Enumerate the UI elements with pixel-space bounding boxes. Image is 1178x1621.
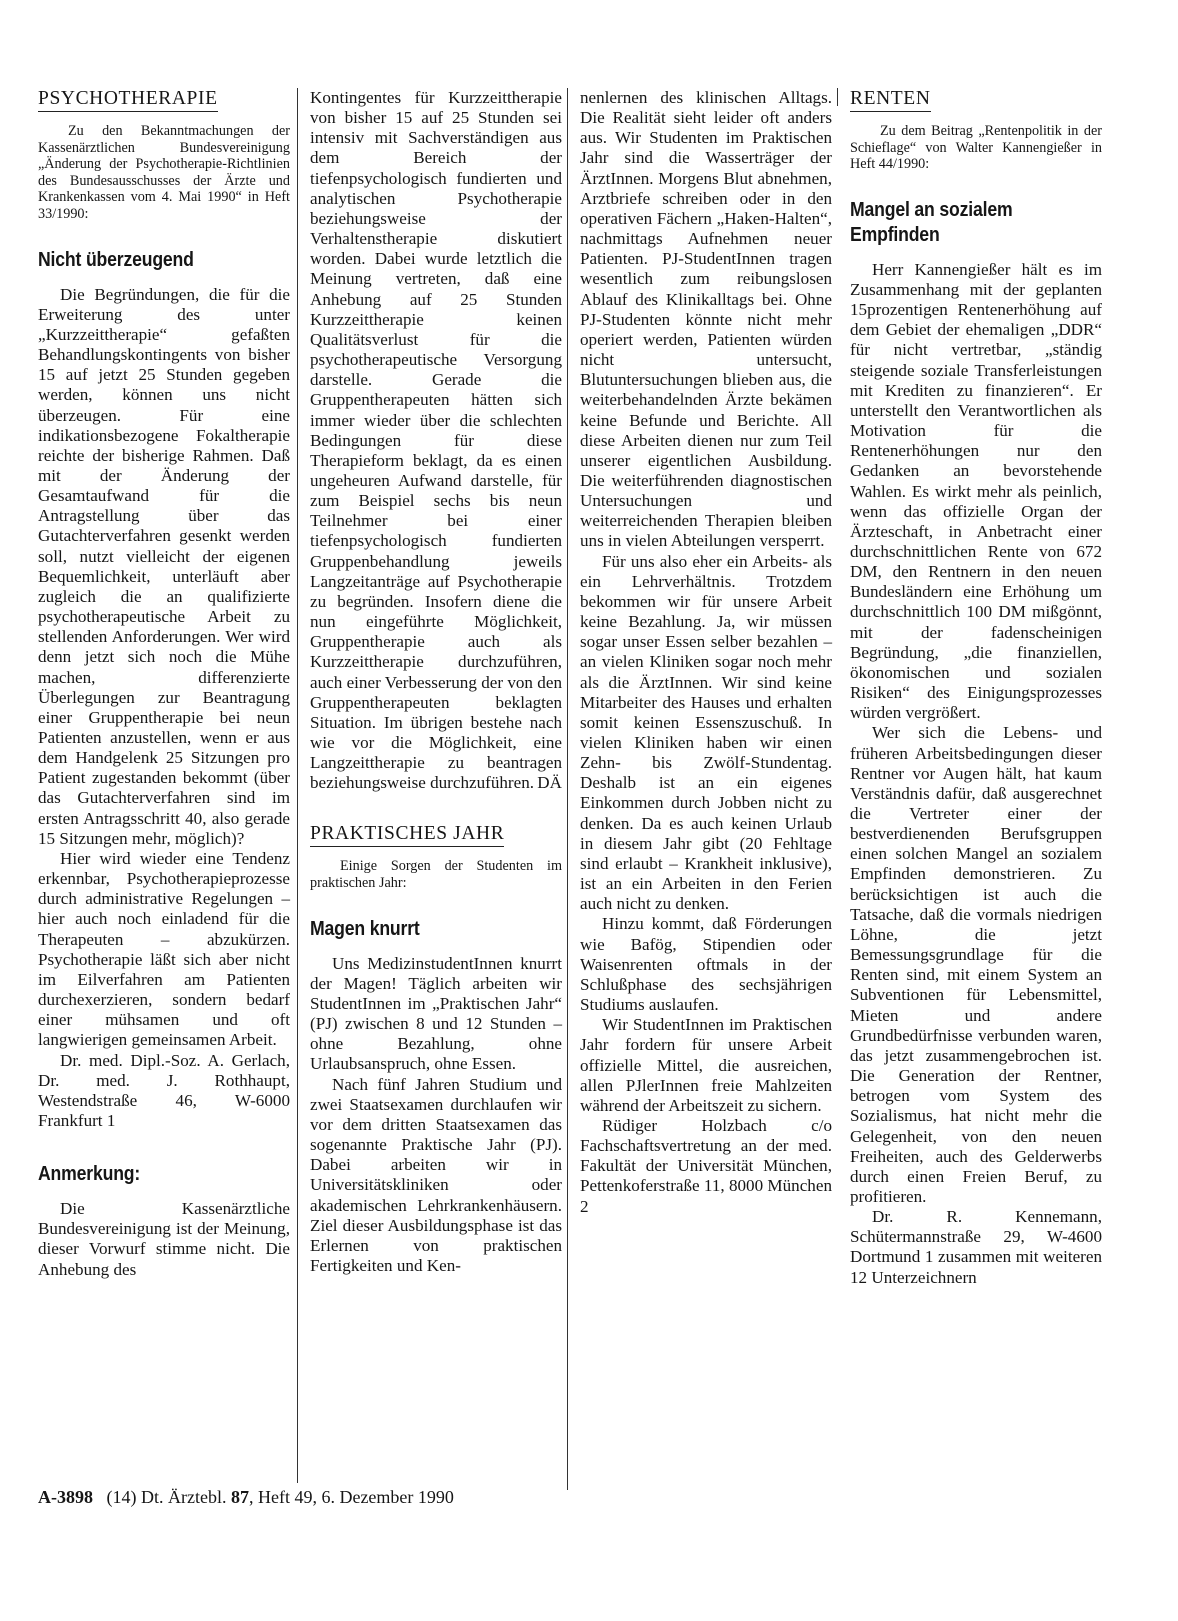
section-rubric: PSYCHOTHERAPIE	[38, 88, 218, 112]
paragraph: nenlernen des klinischen Alltags. Die Realität sieht leider oft anders aus. Wir Studenten im Praktischen Jahr sind die Wasserträger der ÄrztInnen. Morgens Blut abnehmen, Arztbriefe schreiben oder in den operativen Fächern „Haken-Halten“, nachmittags Aufnehmen neuer Patienten. PJ-StudentInnen tragen wesentlich zum reibungslosen Ablauf des Klinikalltags bei. Ohne PJ-Studenten könnte nicht mehr operiert werden, Patienten würden nicht untersucht, Blutuntersuchungen blieben aus, die weiterbehandelnden Ärzte bekämen keine Befunde und Berichte. All diese Arbeiten dienen nur zum Teil unserer eigentlichen Ausbildung. Die weiterführenden diagnostischen Untersuchungen und weiterreichenden Therapien bleiben uns in vielen Abteilungen versperrt.	[580, 88, 832, 551]
paragraph: Die Begründungen, die für die Erweiterung des unter „Kurzzeittherapie“ gefaßten Behandlungskontingents von bisher 15 auf jetzt 25 Stunden gegeben werden, können uns nicht überzeugen. Für eine indikationsbezogene Fokaltherapie reichte der bisherige Rahmen. Daß mit der Änderung der Gesamtaufwand für die Antragstellung über das Gutachterverfahren gesenkt werden soll, nutzt vielleicht der eigenen Bequemlichkeit, unterläuft aber zugleich die an qualifizierte psychotherapeutische Arbeit zu stellenden Anforderungen. Wer wird denn jetzt sich noch die Mühe machen, differenzierte Überlegungen zur Beantragung einer Gruppentherapie bei neun Patienten anzustellen, wenn er aus dem Handgelenk 25 Sitzungen pro Patient zugestanden bekommt (über das Gutachterverfahren sind im ersten Antragsschritt 40, also gerade 15 Sitzungen mehr, möglich)?	[38, 284, 290, 848]
letter-headline: Magen knurrt	[310, 916, 420, 940]
column-rule	[837, 88, 838, 106]
column-1	[38, 88, 290, 1280]
page-footer	[38, 1487, 454, 1508]
column-rule	[297, 88, 298, 1483]
note-headline: Anmerkung:	[38, 1162, 141, 1186]
paragraph: Für uns also eher ein Arbeits- als ein Lehrverhältnis. Trotzdem bekommen wir für unsere Arbeit keine Bezahlung. Ja, wir müssen sogar unser Essen selber bezahlen – an vielen Kliniken sogar noch mehr als die ÄrztInnen. Wir sind keine Mitarbeiter des Hauses und erhalten somit keinen Essenszuschuß. In vielen Kliniken haben wir einen Zehn- bis Zwölf-Stundentag. Deshalb ist an ein eigenes Einkommen durch Jobben nicht zu denken. Da es auch keinen Urlaub in diesem Jahr gibt (20 Fehltage sind erlaubt – Krankheit inklusive), ist an ein Arbeiten in den Ferien auch nicht zu denken.	[580, 551, 832, 914]
letter-body	[38, 285, 290, 1132]
paragraph: Wer sich die Lebens- und früheren Arbeitsbedingungen dieser Rentner vor Augen hält, hat kaum Verständnis dafür, daß ausgerechnet die Vertreter einer der bestverdienenden Berufsgruppen einen solchen Mangel an sozialem Empfinden demonstrieren. Zu berücksichtigen ist auch die Tatsache, daß die vormals niedrigen Löhne, die jetzt Bemessungsgrundlage für die Renten sind, mit einem System an Subventionen für Lebensmittel, Mieten und andere Grundbedürfnisse verbunden waren, das jetzt zusammengebrochen ist. Die Generation der Rentner, betrogen vom System des Sozialismus, hat nicht mehr die Gelegenheit, von den neuen Freiheiten, auch des Gelderwerbs durch einen Freien Beruf, zu profitieren.	[850, 723, 1102, 1206]
letter-body-continued	[580, 88, 832, 1217]
section-rubric: RENTEN	[850, 88, 931, 112]
letter-signature: Dr. med. Dipl.-Soz. A. Gerlach, Dr. med. J. Rothhaupt, Westendstraße 46, W-6000 Frankfurt 1	[38, 1050, 290, 1130]
column-4	[850, 88, 1102, 1288]
letter-intro: Einige Sorgen der Studenten im praktischen Jahr:	[310, 858, 562, 892]
letter-intro: Zu den Bekanntmachungen der Kassenärztlichen Bundesvereinigung „Änderung der Psychotherapie-Richtlinien des Bundesausschusses der Ärzte und Krankenkassen vom 4. Mai 1990“ in Heft 33/1990:	[38, 123, 290, 222]
note-body-continued	[310, 88, 562, 793]
citation-suffix: , Heft 49, 6. Dezember 1990	[248, 1487, 454, 1507]
note-body	[38, 1199, 290, 1280]
paragraph: Hier wird wieder eine Tendenz erkennbar, Psychotherapieprozesse durch administrative Regelungen – hier auch noch einladend für die Therapeuten – abzukürzen. Psychotherapie läßt sich aber nicht im Eilverfahren am Patienten durchexerzieren, sondern bedarf einer mühsamen und oft langwierigen gemeinsamen Arbeit.	[38, 848, 290, 1050]
paragraph: Uns MedizinstudentInnen knurrt der Magen! Täglich arbeiten wir StudentInnen im „Praktischen Jahr“ (PJ) zwischen 8 und 12 Stunden – ohne Bezahlung, ohne Urlaubsanspruch, ohne Essen.	[310, 953, 562, 1074]
paragraph: Die Kassenärztliche Bundesvereinigung ist der Meinung, dieser Vorwurf stimme nicht. Die Anhebung des	[38, 1199, 290, 1279]
paragraph: Kontingentes für Kurzzeittherapie von bisher 15 auf 25 Stunden sei intensiv mit Sachverständigen aus dem Bereich der tiefenpsychologisch fundierten und analytischen Psychotherapie beziehungsweise der Verhaltenstherapie diskutiert worden. Dabei wurde letztlich die Meinung vertreten, daß eine Anhebung auf 25 Stunden Kurzzeittherapie keinen Qualitätsverlust für die psychotherapeutische Versorgung darstelle. Gerade die Gruppentherapeuten hätten sich immer wieder über die schlechten Bedingungen für diese Therapieform beklagt, da es einen ungeheuren Aufwand darstelle, für zum Beispiel sechs bis neun Teilnehmer bei einer tiefenpsychologisch fundierten Gruppenbehandlung jeweils Langzeitanträge auf Psychotherapie zu begründen. Insofern diene die nun eingeführte Möglichkeit, Gruppentherapie auch als Kurzzeittherapie durchzuführen, auch einer Verbesserung der von den Gruppentherapeuten beklagten Situation. Im übrigen bestehe nach wie vor die Möglichkeit, eine Langzeittherapie zu beantragen beziehungsweise durchzuführen.	[310, 88, 562, 793]
letter-signature: Dr. R. Kennemann, Schütermannstraße 29, W-4600 Dortmund 1 zusammen mit weiteren 12 Unterzeichnern	[850, 1207, 1102, 1287]
letter-signature: Rüdiger Holzbach c/o Fachschaftsvertretung an der med. Fakultät der Universität München, Pettenkoferstraße 11, 8000 München 2	[580, 1115, 832, 1216]
letter-body	[310, 954, 562, 1277]
paragraph: Hinzu kommt, daß Förderungen wie Bafög, Stipendien oder Waisenrenten oftmals in der Schlußphase des sechsjährigen Studiums auslaufen.	[580, 914, 832, 1015]
paragraph: Nach fünf Jahren Studium und zwei Staatsexamen durchlaufen wir vor dem dritten Staatsexamen das sogenannte Praktische Jahr (PJ). Dabei arbeiten wir in Universitätskliniken oder akademischen Lehrkrankenhäusern. Ziel dieser Ausbildungsphase ist das Erlernen von praktischen Fertigkeiten und Ken-	[310, 1074, 562, 1275]
citation-prefix: (14) Dt. Ärztebl.	[106, 1487, 227, 1507]
column-3	[580, 88, 832, 1217]
column-2	[310, 88, 562, 1276]
page-code: A-3898	[38, 1487, 93, 1507]
letter-headline: Nicht überzeugend	[38, 247, 194, 271]
editor-signature: DÄ	[537, 773, 562, 793]
volume-number: 87	[230, 1487, 249, 1507]
letter-headline: Mangel an sozialem Empfinden	[850, 197, 1013, 246]
column-rule	[567, 88, 568, 1490]
letter-intro: Zu dem Beitrag „Rentenpolitik in der Schieflage“ von Walter Kannengießer in Heft 44/1990:	[850, 123, 1102, 173]
paragraph: Wir StudentInnen im Praktischen Jahr fordern für unsere Arbeit offizielle Mittel, die ausreichen, allen PJlerInnen freie Mahlzeiten während der Arbeitszeit zu sichern.	[580, 1015, 832, 1115]
section-rubric: PRAKTISCHES JAHR	[310, 823, 504, 847]
paragraph: Herr Kannengießer hält es im Zusammenhang mit der geplanten 15prozentigen Rentenerhöhung auf dem Gebiet der ehemaligen „DDR“ für nicht vertretbar, „ständig steigende soziale Transferleistungen mit Krediten zu finanzieren“. Er unterstellt den Verantwortlichen als Motivation für die Rentenerhöhungen nur den Gedanken an bevorstehende Wahlen. Es wirkt mehr als peinlich, wenn das offizielle Organ der Ärzteschaft, in Anbetracht einer durchschnittlichen Rente von 672 DM, den Rentnern in den neuen Bundesländern eine Erhöhung um durchschnittlich 100 DM mißgönnt, mit der fadenscheinigen Begründung, „die finanziellen, ökonomischen und sozialen Risiken“ des Einigungsprozesses würden vergrößert.	[850, 259, 1102, 723]
letter-body	[850, 260, 1102, 1288]
